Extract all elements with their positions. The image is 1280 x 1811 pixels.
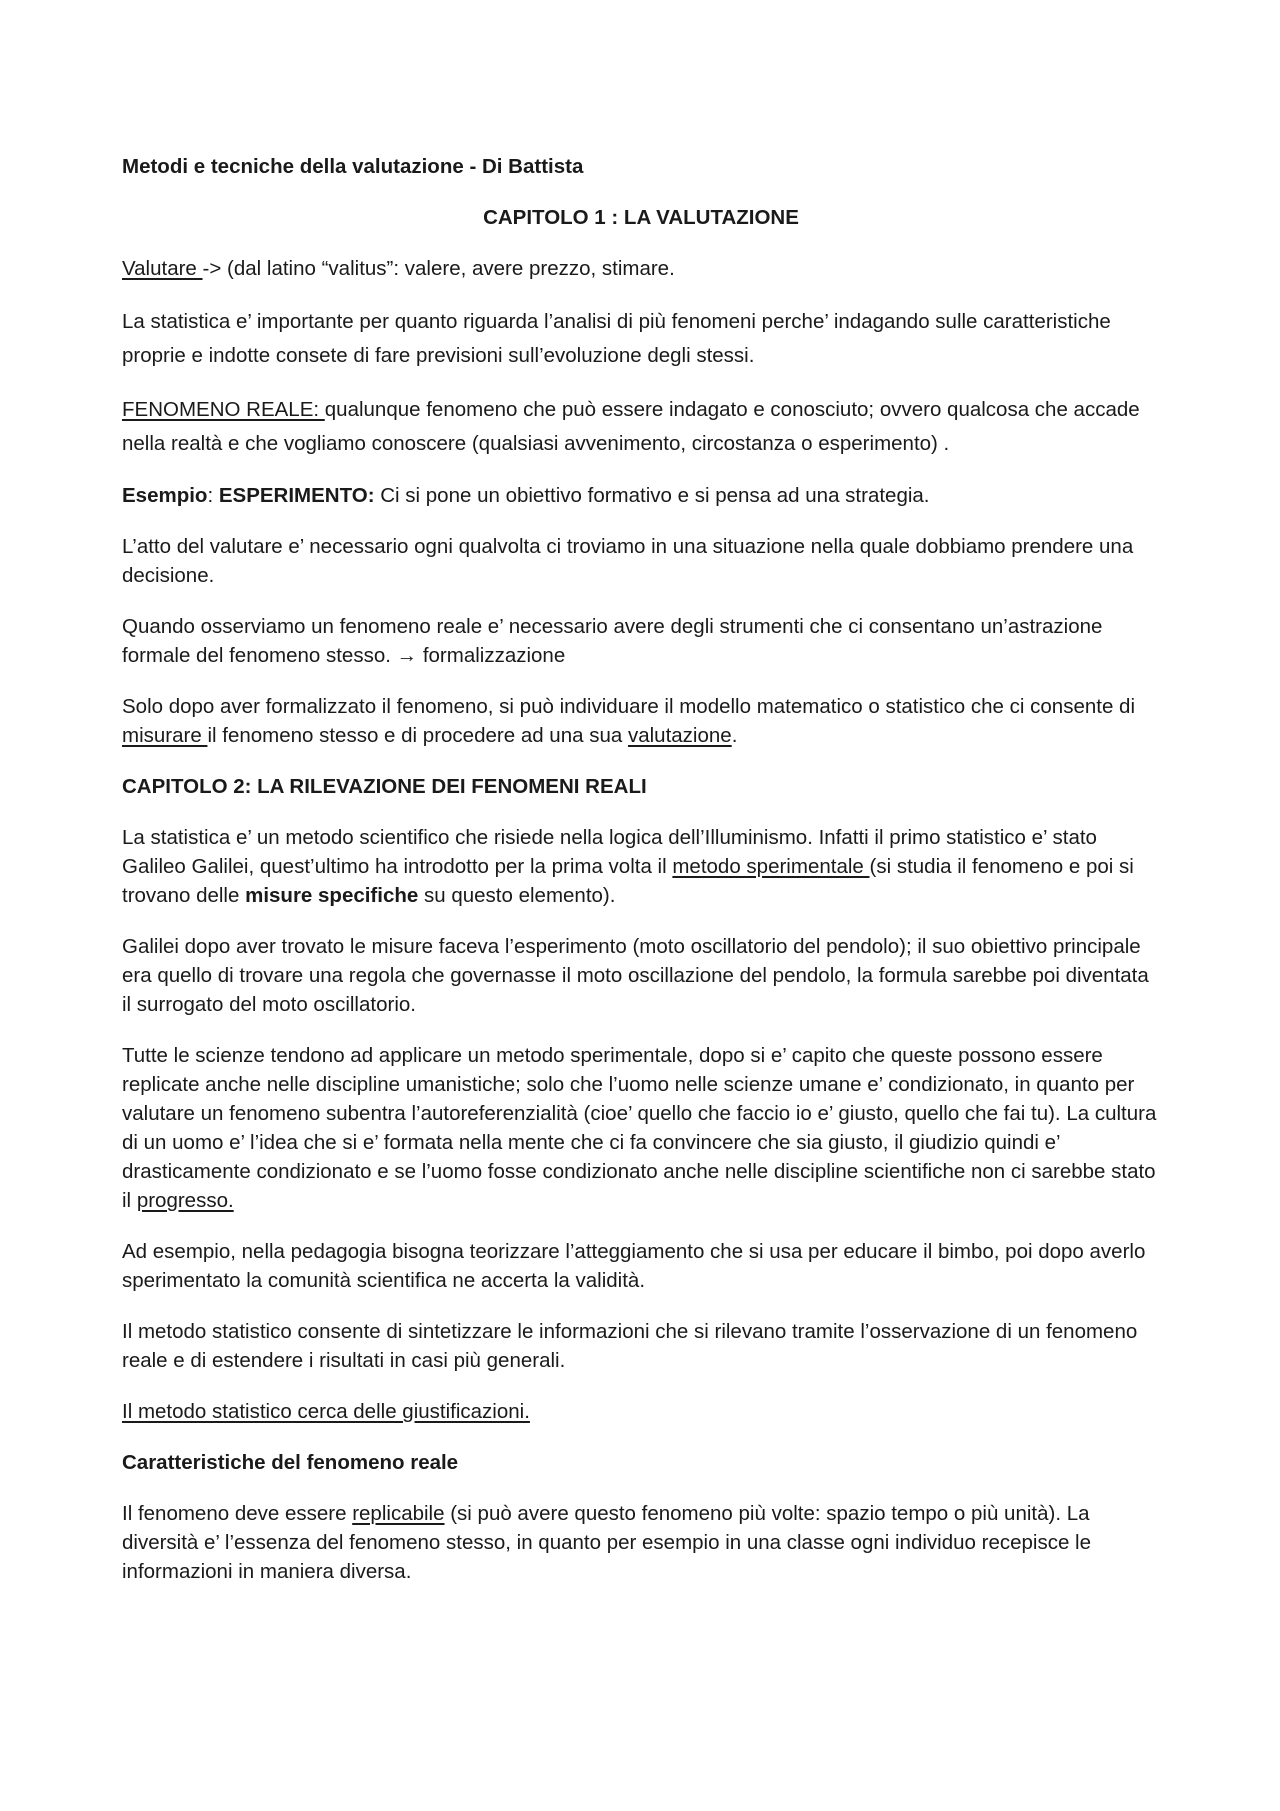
paragraph-esempio-esperimento <box>122 481 1160 510</box>
term-valutazione: valutazione <box>627 724 732 747</box>
fenomeno-reale-definition: qualunque fenomeno che può essere indagato e conosciuto; ovvero qualcosa che accade nella realtà e che vogliamo conoscere (qualsiasi avvenimento, circostanza o esperimento) . <box>122 398 1140 455</box>
chapter-1-heading: CAPITOLO 1 : LA VALUTAZIONE <box>483 206 799 229</box>
galileo-text-b: (si studia il fenomeno e poi si trovano delle <box>122 855 1134 907</box>
paragraph-scienze-umane <box>122 1041 1160 1215</box>
paragraph-giustificazioni: Il metodo statistico cerca delle giustificazioni. <box>122 1400 530 1423</box>
paragraph-statistica-importante: La statistica e’ importante per quanto riguarda l’analisi di più fenomeni perche’ indagando sulle caratteristiche proprie e indotte consete di fare previsioni sull’evoluzione degli stessi. <box>122 310 1111 367</box>
term-misure-specifiche: misure specifiche <box>245 884 419 907</box>
label-esempio: Esempio <box>122 484 208 507</box>
scienze-text: Tutte le scienze tendono ad applicare un metodo sperimentale, dopo si e’ capito che queste possono essere replicate anche nelle discipline umanistiche; solo che l’uomo nelle scienze umane e’ condizionato, in quanto per valutare un fenomeno subentra l’autoreferenzialità (cioe’ quello che faccio io e’ giusto, quello che fai tu). La cultura di un uomo e’ l’idea che si e’ formata nella mente che ci fa convincere che sia giusto, il giudizio quindi e’ drasticamente condizionato e se l’uomo fosse condizionato anche nelle discipline scientifiche non ci sarebbe stato il <box>122 1044 1157 1212</box>
paragraph-pendolo: Galilei dopo aver trovato le misure faceva l’esperimento (moto oscillatorio del pendolo); il suo obiettivo principale era quello di trovare una regola che governasse il moto oscillazione del pendolo, la formula sarebbe poi diventata il surrogato del moto oscillatorio. <box>122 935 1149 1016</box>
paragraph-replicabile <box>122 1499 1160 1586</box>
replicabile-text-a: Il fenomeno deve essere <box>122 1502 353 1525</box>
term-valutare: Valutare <box>122 257 203 280</box>
term-progresso: progresso. <box>136 1189 234 1212</box>
paragraph-modello-matematico <box>122 692 1160 750</box>
paragraph-formalizzazione: Quando osserviamo un fenomeno reale e’ necessario avere degli strumenti che ci consentano un’astrazione formale del fenomeno stesso. → formalizzazione <box>122 615 1103 667</box>
term-metodo-sperimentale: metodo sperimentale <box>672 855 870 878</box>
paragraph-valutare <box>122 254 1160 283</box>
paragraph-pedagogia: Ad esempio, nella pedagogia bisogna teorizzare l’atteggiamento che si usa per educare il bimbo, poi dopo averlo sperimentato la comunità scientifica ne accerta la validità. <box>122 1240 1146 1292</box>
paragraph-fenomeno-reale <box>122 393 1160 461</box>
valutare-definition: -> (dal latino “valitus”: valere, avere prezzo, stimare. <box>202 257 675 280</box>
modello-text-b: il fenomeno stesso e di procedere ad una sua <box>207 724 628 747</box>
galileo-text-c: su questo elemento). <box>418 884 616 907</box>
term-misurare: misurare <box>122 724 208 747</box>
replicabile-text-b: (si può avere questo fenomeno più volte: spazio tempo o più unità). La diversità e’ l’essenza del fenomeno stesso, in quanto per esempio in una classe ogni individuo recepisce le informazioni in maniera diversa. <box>122 1502 1092 1583</box>
term-fenomeno-reale: FENOMENO REALE: <box>122 398 325 421</box>
paragraph-metodo-statistico: Il metodo statistico consente di sintetizzare le informazioni che si rilevano tramite l’osservazione di un fenomeno reale e di estendere i risultati in casi più generali. <box>122 1320 1138 1372</box>
document-title: Metodi e tecniche della valutazione - Di Battista <box>122 155 584 178</box>
paragraph-atto-valutare: L’atto del valutare e’ necessario ogni qualvolta ci troviamo in una situazione nella quale dobbiamo prendere una decisione. <box>122 535 1134 587</box>
heading-caratteristiche: Caratteristiche del fenomeno reale <box>122 1451 459 1474</box>
chapter-2-heading: CAPITOLO 2: LA RILEVAZIONE DEI FENOMENI REALI <box>122 775 647 798</box>
label-separator: : <box>207 484 219 507</box>
galileo-text-a: La statistica e’ un metodo scientifico che risiede nella logica dell’Illuminismo. Infatti il primo statistico e’ stato Galileo Galilei, quest’ultimo ha introdotto per la prima volta il <box>122 826 1097 878</box>
paragraph-galileo <box>122 823 1160 910</box>
esperimento-text: Ci si pone un obiettivo formativo e si pensa ad una strategia. <box>374 484 930 507</box>
modello-text-c: . <box>731 724 738 747</box>
term-replicabile: replicabile <box>352 1502 445 1525</box>
label-esperimento: ESPERIMENTO: <box>218 484 375 507</box>
modello-text-a: Solo dopo aver formalizzato il fenomeno, si può individuare il modello matematico o statistico che ci consente di <box>122 695 1135 718</box>
